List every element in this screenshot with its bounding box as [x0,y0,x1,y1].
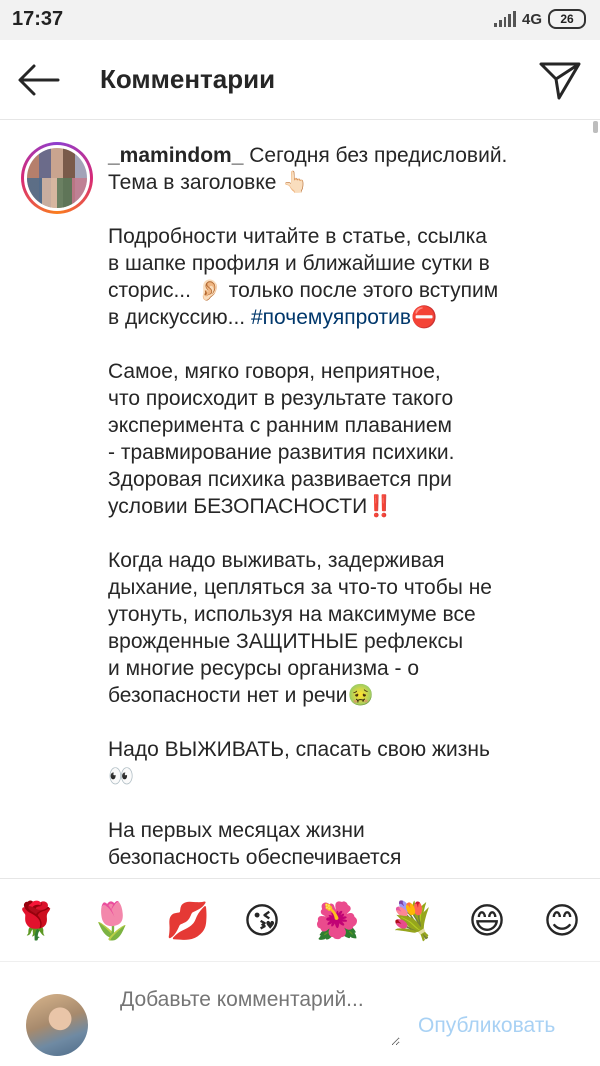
caption-text [108,142,578,871]
caption-line: Самое, мягко говоря, неприятное, [108,360,441,383]
no-entry-emoji: ⛔ [410,306,438,329]
battery-icon: 26 [548,9,586,29]
username-link[interactable]: _mamindom_ [108,144,244,167]
caption-line: эксперимента с ранним плаванием [108,414,452,437]
caption-line: утонуть, используя на максимуме все [108,603,476,626]
caption-line: 👀 [108,765,135,788]
caption-line: в шапке профиля и ближайшие сутки в [108,252,490,275]
my-avatar [26,994,88,1056]
emoji-grin-button[interactable]: 😄 [468,900,506,941]
caption-line: Надо ВЫЖИВАТЬ, спасать свою жизнь [108,738,490,761]
author-avatar[interactable] [21,142,93,214]
network-type: 4G [521,10,542,28]
emoji-quick-bar [0,878,600,962]
emoji-tulip-button[interactable]: 🌷 [89,900,135,941]
avatar-image [27,148,87,208]
status-indicators [494,9,586,29]
caption-line: Подробности читайте в статье, ссылка [108,225,487,248]
emoji-hibiscus-button[interactable]: 🌺 [314,900,360,941]
caption-line: На первых месяцах жизни [108,819,365,842]
comment-bar [0,962,600,1066]
caption-line: врожденные ЗАЩИТНЫЕ рефлексы [108,630,464,653]
status-bar [0,0,600,40]
emoji-kiss-button[interactable]: 💋 [165,900,211,941]
caption-line: в дискуссию... #почемуяпротив⛔ [108,306,438,329]
caption-line: _mamindom_ Сегодня без предисловий. [108,144,508,167]
caption-line: безопасности нет и речи🤢 [108,684,374,707]
hashtag-link[interactable]: #почемуяпротив [251,306,411,329]
caption-line: сторис... 👂🏻 только после этого вступим [108,279,499,302]
caption-line: безопасность обеспечивается [108,846,402,869]
caption-line: - травмирование развития психики. [108,441,455,464]
emoji-smile-button[interactable]: 😊 [543,900,581,941]
header [0,40,600,120]
caption-line: Тема в заголовке 👆🏻 [108,171,309,194]
caption-line: Когда надо выживать, задерживая [108,549,445,572]
emoji-rose-button[interactable]: 🌹 [13,900,59,941]
arrow-left-icon[interactable] [14,58,62,102]
caption-line: что происходит в результате такого [108,387,454,410]
paper-plane-icon[interactable] [536,56,584,104]
emoji-bouquet-button[interactable]: 💐 [389,900,435,941]
comment-input[interactable] [120,986,400,1046]
page-title: Комментарии [100,64,276,94]
status-time: 17:37 [12,8,64,30]
emoji-blow-kiss-button[interactable]: 😘 [243,900,281,941]
caption-line: дыхание, цепляться за что-то чтобы не [108,576,492,599]
signal-icon [494,11,516,27]
caption-line: Здоровая психика развивается при [108,468,452,491]
caption-comment [0,122,600,878]
caption-line: и многие ресурсы организма - о [108,657,420,680]
publish-button[interactable]: Опубликовать [418,1014,556,1037]
caption-line: условии БЕЗОПАСНОСТИ‼️ [108,495,394,518]
